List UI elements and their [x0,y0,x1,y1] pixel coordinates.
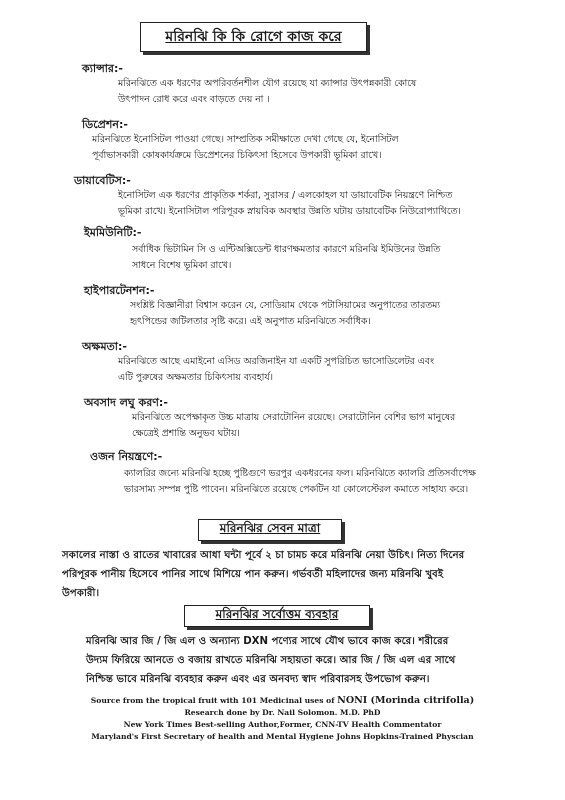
text-line: ভারসাম্য সম্পন্ন পুষ্টি পাবেন। মরিনঝিতে রয়েছে পেকটিন যা কোলেস্টেরল কমাতে সাহায্য করে। [124,484,469,495]
dosage-heading: মরিনঝির সেবন মাত্রা [198,519,342,541]
section-text-impotence [118,354,434,386]
section-heading-weight-control: ওজন নিয়ন্ত্রণে:- [90,450,163,463]
footer-noni-title: NONI (Morinda citrifolla) [337,695,475,706]
text-line: মরিনঝিতে আছে এমাইনো এসিড অরজিনাইন যা একটি সুপরিচিত ভাসোডিলেটর এবং [118,356,434,367]
section-text-cancer [118,76,416,108]
text-line: মরিনঝিতে অপেক্ষাকৃত উচ্চ মাত্রায় সেরাটোনিন রয়েছে। সেরাটোনিন বেশির ভাগ মানুষের [132,412,456,423]
section-text-hypertension [130,298,440,330]
text-line: সকালের নাস্তা ও রাতের খাবারের আধা ঘন্টা পূর্বে ২ চা চামচ করে মরিনঝি নেয়া উচিৎ। নিত্য দিনের [62,550,465,561]
text-line: সংশ্লিষ্ট বিজ্ঞানীরা বিশ্বাস করেন যে, সোডিয়াম থেকে পটাসিয়ামের অনুপাতের তারতম্য [130,300,441,311]
best-use-heading: মরিনঝির সর্বোত্তম ব্যবহার [184,605,370,627]
footer-line-4: Maryland's First Secretary of health and Mental Hygiene Johns Hopkins-Trained Physcian [91,732,474,741]
footer-source-prefix: Source from the tropical fruit with 101 Medicinal uses of [90,696,335,705]
section-heading-depression-relief: অবসাদ লঘু করণ:- [84,396,168,409]
text-line: এটি পুরুষের অক্ষমতার চিকিৎসায় ব্যবহার্য। [118,372,273,383]
text-line: উদ্যম ফিরিয়ে আনতে ও বজায় রাখতে মরিনঝি সহায়তা করে। আর জি / জি এল এর সাথে [86,655,456,666]
section-text-diabetes [118,188,461,220]
footer-line-1 [0,695,565,707]
text-line: পূর্বাভাসকারী কোষকার্যক্রমে ডিপ্রেশনের চিকিৎসা হিসেবে উপকারী ভূমিকা রাখে। [92,150,382,161]
section-text-depression [92,132,398,164]
source-footer [0,695,565,743]
text-line: উৎপাদন রোধ করে এবং বাড়তে দেয় না । [118,94,270,105]
text-line: ভূমিকা রাখে। ইনোসিটাল পরিপূরক স্নায়বিক অবস্থার উন্নতি ঘটায় ডায়াবেটিক নিউরোপ্যাথিতে। [118,206,461,217]
page-title: মরিনঝি কি কি রোগে কাজ করে [140,22,367,52]
best-use-text [86,632,455,689]
text-line: নিশ্চিন্ত ভাবে মরিনঝি ব্যবহার করুন এবং এর অনবদ্য স্বাদ পরিবারসহ উপভোগ করুন। [86,674,430,685]
text-line: সর্বাধিক ভিটামিন সি ও এন্টিঅক্সিডেন্ট ধারণক্ষমতার কারণে মরিনঝি ইমিউনের উন্নতি [132,244,441,255]
text-line: ইনোসিটল এক ধরণের প্রাকৃতিক শর্করা, সুরাসর / এলকোহল যা ডায়াবেটিক নিয়ন্ত্রণে নিশ্চিত [118,190,453,201]
text-line: ক্ষেত্রেই প্রশান্তি অনুভব ঘটায়। [132,428,240,439]
text-line: মরিনঝি আর জি / জি এল ও অন্যান্য DXN পণ্যের সাথে যৌথ ভাবে কাজ করে। শরীরের [86,636,449,647]
text-line: মরিনঝিতে এক ধরণের অপরিবর্তনশীল যৌগ রয়েছে যা ক্যান্সার উৎপন্নকারী কোষে [118,78,417,89]
section-text-immunity [132,242,440,274]
text-line: উপকারী। [62,588,100,599]
text-line: মরিনঝিতে ইনোসিটল পাওয়া গেছে। সাম্প্রতিক সমীক্ষাতে দেখা গেছে যে, ইনোসিটল [92,134,399,145]
text-line: ক্যালরির জন্যে মরিনঝি হচ্ছে পুষ্টিগুণে ভরপুর একধরনের ফল। মরিনঝিতে ক্যালরি প্রতিসর্বাপেক্ষ [124,468,476,479]
text-line: হৃৎপিন্ডের জটিলতার সৃষ্টি করে। এই অনুপাত মরিনঝিতে সর্বাধিক। [130,316,371,327]
section-heading-hypertension: হাইপারটেনশন:- [84,284,155,297]
footer-line-3: New York Times Best-selling Author,Former, CNN-TV Health Commentator [123,720,442,729]
section-heading-diabetes: ডায়াবেটিস:- [74,174,131,187]
section-text-depression-relief [132,410,455,442]
text-line: পরিপূরক পানীয় হিসেবে পানির সাথে মিশিয়ে পান করুন। গর্ভবর্তী মহিলাদের জন্য মরিনঝি খুবই [62,569,444,580]
section-heading-depression: ডিপ্রেশন:- [82,118,128,131]
section-heading-immunity: ইমমিউনিটি:- [84,226,142,239]
section-heading-impotence: অক্ষমতা:- [82,340,127,353]
section-text-weight-control [124,466,476,498]
section-heading-cancer: ক্যান্সার:- [82,62,123,75]
text-line: সাধনে বিশেষ ভূমিকা রাখে। [132,260,232,271]
dosage-text [62,546,464,603]
footer-line-2: Research done by Dr. Nail Solomon. M.D. PhD [184,708,381,717]
